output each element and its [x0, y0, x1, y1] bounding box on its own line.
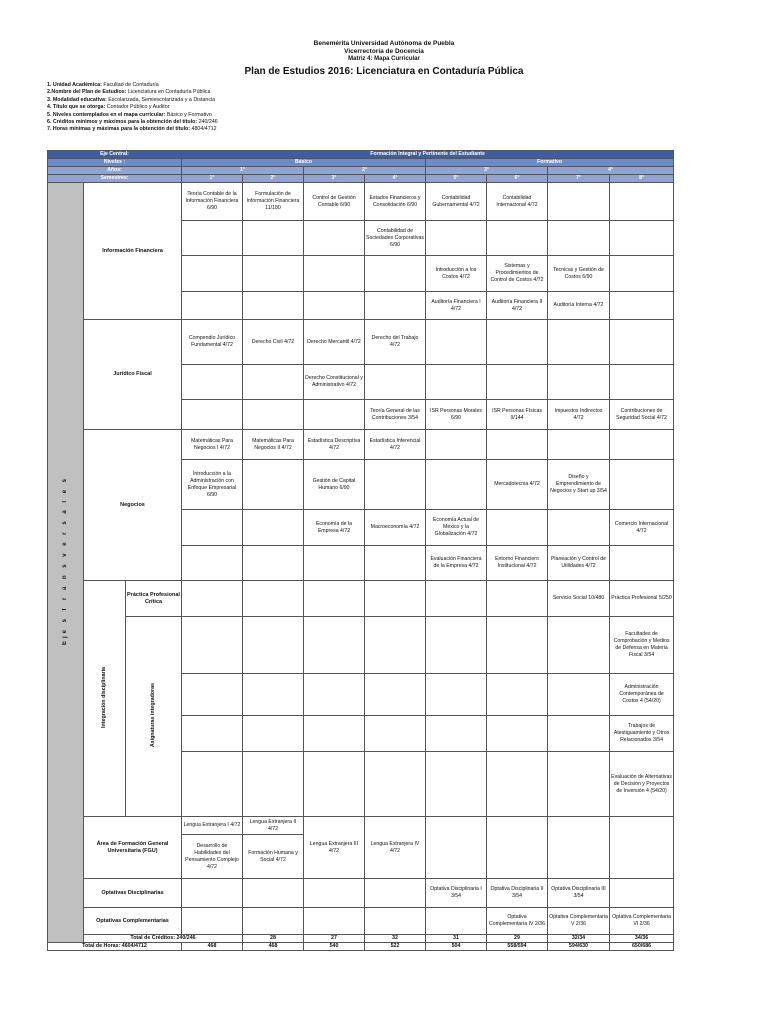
- empty-cell: [487, 674, 548, 716]
- empty-cell: [304, 752, 365, 817]
- empty-cell: [182, 879, 243, 908]
- empty-cell: [365, 256, 426, 292]
- empty-cell: [426, 752, 487, 817]
- empty-cell: [548, 617, 610, 674]
- course-cell: Teoría General de las Contribuciones 3/54: [365, 400, 426, 430]
- empty-cell: [182, 716, 243, 752]
- anio-3: 3°: [426, 167, 548, 175]
- course-cell: Formación Humana y Social 4/72: [243, 835, 304, 879]
- course-cell: Auditoría Financiera I 4/72: [426, 292, 487, 320]
- semestre-4: 4°: [365, 175, 426, 183]
- anio-2: 2°: [304, 167, 426, 175]
- semestre-6: 6°: [487, 175, 548, 183]
- course-cell: Formulación de Información Financiera 11/180: [243, 183, 304, 221]
- empty-cell: [426, 581, 487, 617]
- course-cell: Optativa Complementaria IV 2/36: [487, 908, 548, 935]
- course-cell: Facultades de Comprobación y Medios de Defensa en Materia Fiscal 3/54: [610, 617, 674, 674]
- course-cell: Control de Gestión Contable 6/90: [304, 183, 365, 221]
- sub-asignaturas-integradoras: Asignaturas integradoras: [126, 617, 182, 817]
- course-cell: Servicio Social 10/480: [548, 581, 610, 617]
- total-horas-value: 522: [365, 943, 426, 951]
- course-cell: Planeación y Control de Utilidades 4/72: [548, 546, 610, 581]
- empty-cell: [610, 292, 674, 320]
- course-cell: Auditoría Interna 4/72: [548, 292, 610, 320]
- empty-cell: [610, 365, 674, 400]
- empty-cell: [610, 221, 674, 256]
- course-cell: Economía Actual de México y la Globalización 4/72: [426, 510, 487, 546]
- empty-cell: [365, 581, 426, 617]
- empty-cell: [365, 879, 426, 908]
- total-creditos-value: 27: [304, 935, 365, 943]
- course-cell: Matemáticas Para Negocios II 4/72: [243, 430, 304, 460]
- meta-line: 7. Horas mínimas y máximas para la obtención del título: 4804/4712: [47, 126, 217, 133]
- course-cell: Introducción a la Administración con Enfoque Empresarial 6/90: [182, 460, 243, 510]
- empty-cell: [182, 908, 243, 935]
- empty-cell: [243, 292, 304, 320]
- empty-cell: [548, 320, 610, 365]
- total-creditos-value: 31: [426, 935, 487, 943]
- course-cell: Contribuciones de Seguridad Social 4/72: [610, 400, 674, 430]
- course-cell: Administración Contemporánea de Costos 4 (54/20): [610, 674, 674, 716]
- empty-cell: [426, 460, 487, 510]
- empty-cell: [243, 221, 304, 256]
- empty-cell: [610, 183, 674, 221]
- course-cell: Trabajos de Atestiguamiento y Otros Relacionados 3/54: [610, 716, 674, 752]
- empty-cell: [243, 674, 304, 716]
- empty-cell: [426, 674, 487, 716]
- empty-cell: [548, 365, 610, 400]
- semestre-1: 1°: [182, 175, 243, 183]
- empty-cell: [304, 617, 365, 674]
- course-cell: Derecho Mercantil 4/72: [304, 320, 365, 365]
- empty-cell: [548, 752, 610, 817]
- university-name: Benemérita Universidad Autónoma de Puebla: [313, 40, 455, 47]
- empty-cell: [304, 581, 365, 617]
- empty-cell: [243, 460, 304, 510]
- empty-cell: [182, 221, 243, 256]
- total-horas-value: 558/594: [487, 943, 548, 951]
- empty-cell: [610, 256, 674, 292]
- meta-line: 3. Modalidad educativa: Escolarizada, Semiescolarizada y a Distancia: [47, 96, 216, 103]
- empty-cell: [548, 716, 610, 752]
- empty-cell: [365, 752, 426, 817]
- empty-cell: [243, 879, 304, 908]
- empty-cell: [487, 510, 548, 546]
- empty-cell: [243, 752, 304, 817]
- empty-cell: [426, 221, 487, 256]
- ejes-transversales: Eje s T r a n s v e r s a l e s: [48, 183, 84, 943]
- plan-metadata: [47, 82, 218, 134]
- anio-1: 1°: [182, 167, 304, 175]
- empty-cell: [548, 674, 610, 716]
- niveles-label: Niveles :: [48, 159, 182, 167]
- meta-line: 2.Nombre del Plan de Estudios: Licenciatura en Contaduría Pública: [47, 89, 211, 96]
- course-cell: Introducción a los Costos 4/72: [426, 256, 487, 292]
- empty-cell: [487, 365, 548, 400]
- course-cell: Teoría Contable de la Información Financiera 6/90: [182, 183, 243, 221]
- course-cell: Mercadotecnia 4/72: [487, 460, 548, 510]
- course-cell: Contabilidad Gubernamental 4/72: [426, 183, 487, 221]
- empty-cell: [243, 365, 304, 400]
- empty-cell: [487, 221, 548, 256]
- anio-4: 4°: [548, 167, 674, 175]
- empty-cell: [426, 908, 487, 935]
- empty-cell: [548, 221, 610, 256]
- page-title: Plan de Estudios 2016: Licenciatura en Contaduría Pública: [244, 66, 524, 77]
- empty-cell: [365, 716, 426, 752]
- course-cell: Lengua Extranjera II 4/72: [243, 817, 304, 835]
- empty-cell: [182, 400, 243, 430]
- empty-cell: [304, 221, 365, 256]
- area-informacion-financiera: Información Financiera: [84, 183, 182, 320]
- course-cell: Optativa Disciplinaria I 3/54: [426, 879, 487, 908]
- total-horas-value: 504: [426, 943, 487, 951]
- nivel-basico: Básico: [182, 159, 426, 167]
- matrix-name: Matriz 4: Mapa Curricular: [348, 56, 420, 62]
- empty-cell: [487, 752, 548, 817]
- course-cell: Gestión de Capital Humano 6/90: [304, 460, 365, 510]
- empty-cell: [304, 674, 365, 716]
- empty-cell: [548, 183, 610, 221]
- course-cell: Optativa Disciplinaria III 3/54: [548, 879, 610, 908]
- meta-line: 1. Unidad Académica: Facultad de Contaduría: [47, 82, 159, 88]
- empty-cell: [243, 546, 304, 581]
- empty-cell: [182, 674, 243, 716]
- course-cell: Estadística Descriptiva 4/72: [304, 430, 365, 460]
- total-creditos-value: 32/34: [548, 935, 610, 943]
- empty-cell: [304, 292, 365, 320]
- empty-cell: [610, 460, 674, 510]
- course-cell: Derecho Constitucional y Administrativo 4/72: [304, 365, 365, 400]
- empty-cell: [365, 460, 426, 510]
- empty-cell: [182, 581, 243, 617]
- total-horas-value: 594/630: [548, 943, 610, 951]
- semestre-8: 8°: [610, 175, 674, 183]
- course-cell: Desarrollo de Habilidades del Pensamiento Complejo 4/72: [182, 835, 243, 879]
- empty-cell: [426, 617, 487, 674]
- empty-cell: [304, 908, 365, 935]
- course-cell: Contabilidad de Sociedades Corporativas 6/90: [365, 221, 426, 256]
- area-juridico-fiscal: Jurídico Fiscal: [84, 320, 182, 430]
- empty-cell: [487, 320, 548, 365]
- empty-cell: [182, 256, 243, 292]
- empty-cell: [487, 716, 548, 752]
- area-negocios: Negocios: [84, 430, 182, 581]
- area-fgu: Área de Formación General Universitaria (FGU): [84, 817, 182, 879]
- area-integracion-disciplinaria: Integración disciplinaria: [84, 581, 126, 817]
- total-creditos-value: 32: [365, 935, 426, 943]
- course-cell: Optativa Complementaria VI 2/36: [610, 908, 674, 935]
- course-cell: Lengua Extranjera I 4/72: [182, 817, 243, 835]
- empty-cell: [487, 817, 548, 879]
- course-cell: Sistemas y Procedimientos de Control de Costos 4/72: [487, 256, 548, 292]
- empty-cell: [243, 716, 304, 752]
- course-cell: Lengua Extranjera III 4/72: [304, 817, 365, 879]
- area-optativas-complementarias: Optativas Complementarias: [84, 908, 182, 935]
- empty-cell: [304, 400, 365, 430]
- meta-line: 6. Créditos mínimos y máximos para la obtención del título: 240/246: [47, 119, 218, 126]
- empty-cell: [243, 581, 304, 617]
- course-cell: Tecnicas y Gestión de Costos 6/90: [548, 256, 610, 292]
- course-cell: Optativa Complementaria V 2/36: [548, 908, 610, 935]
- course-cell: Estados Financieros y Consolidación 6/90: [365, 183, 426, 221]
- empty-cell: [365, 546, 426, 581]
- empty-cell: [243, 256, 304, 292]
- course-cell: Macroeconomía 4/72: [365, 510, 426, 546]
- empty-cell: [304, 546, 365, 581]
- empty-cell: [304, 716, 365, 752]
- empty-cell: [182, 546, 243, 581]
- course-cell: Optativa Disciplinaria II 3/54: [487, 879, 548, 908]
- empty-cell: [365, 674, 426, 716]
- empty-cell: [182, 365, 243, 400]
- empty-cell: [610, 879, 674, 908]
- empty-cell: [182, 752, 243, 817]
- semestre-3: 3°: [304, 175, 365, 183]
- empty-cell: [487, 430, 548, 460]
- semestre-7: 7°: [548, 175, 610, 183]
- course-cell: Matemáticas Para Negocios I 4/72: [182, 430, 243, 460]
- empty-cell: [610, 320, 674, 365]
- course-cell: Entorno Financiero Institucional 4/72: [487, 546, 548, 581]
- course-cell: Comercio Internacional 4/72: [610, 510, 674, 546]
- empty-cell: [243, 510, 304, 546]
- empty-cell: [182, 510, 243, 546]
- course-cell: Estadística Inferencial 4/72: [365, 430, 426, 460]
- empty-cell: [365, 617, 426, 674]
- curriculum-map: [47, 150, 674, 951]
- empty-cell: [243, 400, 304, 430]
- eje-central-label: Eje Central:: [48, 151, 182, 159]
- course-cell: Derecho Civil 4/72: [243, 320, 304, 365]
- course-cell: ISR Personas Morales 6/90: [426, 400, 487, 430]
- empty-cell: [365, 908, 426, 935]
- empty-cell: [548, 510, 610, 546]
- empty-cell: [426, 320, 487, 365]
- course-cell: Contabilidad Internacional 4/72: [487, 183, 548, 221]
- anios-label: Años:: [48, 167, 182, 175]
- empty-cell: [182, 292, 243, 320]
- empty-cell: [487, 581, 548, 617]
- total-horas-value: 468: [182, 943, 243, 951]
- area-optativas-disciplinarias: Optativas Disciplinarias: [84, 879, 182, 908]
- empty-cell: [548, 430, 610, 460]
- empty-cell: [610, 817, 674, 879]
- course-cell: Diseño y Emprendimiento de Negocios y Start up 3/54: [548, 460, 610, 510]
- meta-line: 4. Título que se otorga: Contador Público y Auditor: [47, 104, 170, 111]
- course-cell: Economía de la Empresa 4/72: [304, 510, 365, 546]
- semestre-5: 5°: [426, 175, 487, 183]
- course-cell: Evaluación de Alternativas de Decisión y Proyectos de Inversión 4 (54/20): [610, 752, 674, 817]
- office-name: Vicerrectoría de Docencia: [344, 48, 424, 55]
- empty-cell: [610, 430, 674, 460]
- course-cell: Evaluación Financiera de la Empresa 4/72: [426, 546, 487, 581]
- empty-cell: [365, 365, 426, 400]
- empty-cell: [304, 879, 365, 908]
- total-horas-value: 540: [304, 943, 365, 951]
- semestres-label: Semestres:: [48, 175, 182, 183]
- semestre-2: 2°: [243, 175, 304, 183]
- course-cell: Compendio Jurídico Fundamental 4/72: [182, 320, 243, 365]
- nivel-formativo: Formativo: [426, 159, 674, 167]
- course-cell: ISR Personas Físicas 9/144: [487, 400, 548, 430]
- empty-cell: [243, 908, 304, 935]
- eje-central-value: Formación Integral y Pertinente del Estudiante: [182, 151, 674, 159]
- total-horas-value: 650/686: [610, 943, 674, 951]
- empty-cell: [426, 716, 487, 752]
- total-creditos-value: 34/36: [610, 935, 674, 943]
- total-creditos-value: 28: [243, 935, 304, 943]
- empty-cell: [610, 546, 674, 581]
- course-cell: Derecho del Trabajo 4/72: [365, 320, 426, 365]
- empty-cell: [487, 617, 548, 674]
- course-cell: Lengua Extranjera IV 4/72: [365, 817, 426, 879]
- empty-cell: [548, 817, 610, 879]
- total-horas-label: Total de Horas: 4604/4712: [48, 943, 182, 951]
- sub-practica-profesional: Práctica Profesional Crítica: [126, 581, 182, 617]
- empty-cell: [365, 292, 426, 320]
- course-cell: Auditoría Financiera II 4/72: [487, 292, 548, 320]
- meta-line: 5. Niveles contemplados en el mapa curricular: Básico y Formativo: [47, 111, 212, 118]
- course-cell: Práctica Profesional 5/250: [610, 581, 674, 617]
- total-creditos-label: Total de Créditos: 240/246: [84, 935, 243, 943]
- empty-cell: [426, 430, 487, 460]
- empty-cell: [304, 256, 365, 292]
- empty-cell: [426, 365, 487, 400]
- total-horas-value: 468: [243, 943, 304, 951]
- empty-cell: [182, 617, 243, 674]
- empty-cell: [426, 817, 487, 879]
- total-creditos-value: 29: [487, 935, 548, 943]
- course-cell: Impuestos Indirectos 4/72: [548, 400, 610, 430]
- empty-cell: [243, 617, 304, 674]
